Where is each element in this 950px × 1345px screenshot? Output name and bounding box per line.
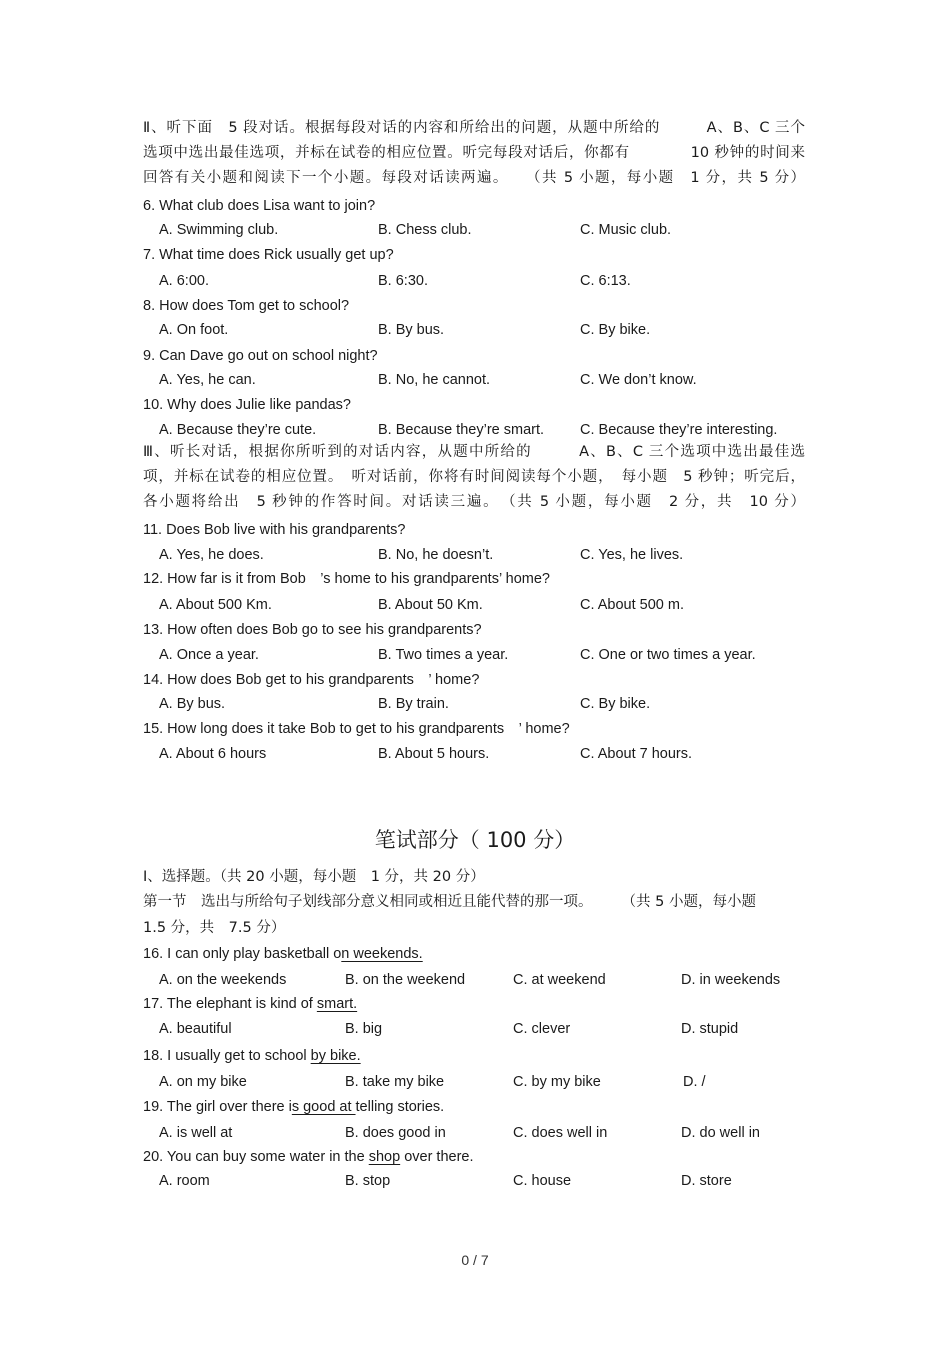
option-c: C. About 7 hours. [580,746,693,762]
option-c: C. Music club. [580,222,672,238]
page-number: 0 / 7 [461,1252,489,1268]
part-1-instructions [143,889,805,941]
underlined-phrase: n weekends. [341,946,423,962]
option-b: B. 6:30. [378,273,428,289]
option-b: B. No, he cannot. [378,372,491,388]
option-b: B. By train. [378,696,449,712]
option-c: C. By bike. [580,322,651,338]
question [143,944,423,964]
question-text: 19. The girl over there i [143,1099,292,1115]
instruction-line: 1.5 分，共 7.5 分） [143,920,286,936]
question-text: 20. You can buy some water in the [143,1149,369,1165]
option-c: C. Because they’re interesting. [580,422,778,438]
instruction-line: Ⅲ、听长对话，根据你所听到的对话内容，从题中所给的 A、B、C 三个选项中选出最佳选 [143,444,805,460]
option-a: A. Yes, he does. [159,547,264,563]
option-a: A. Because they’re cute. [159,422,317,438]
option-a: A. Once a year. [159,647,259,663]
underlined-phrase: s good at [291,1099,356,1115]
question-text: over there. [400,1149,474,1165]
instruction-line: Ⅱ、听下面 5 段对话。根据每段对话的内容和所给出的问题，从题中所给的 A、B、C 三个 [143,120,805,136]
option-c: C. does well in [513,1125,608,1141]
section-3-instructions [143,440,805,515]
option-d: D. store [681,1173,732,1189]
question: 8. How does Tom get to school? [143,298,350,314]
option-c: C. clever [513,1021,571,1037]
option-c: C. By bike. [580,696,651,712]
question-text: 18. I usually get to school [143,1048,311,1064]
option-c: C. by my bike [513,1074,601,1090]
option-a: A. Yes, he can. [159,372,256,388]
question [143,1097,444,1117]
question: 6. What club does Lisa want to join? [143,198,376,214]
option-b: B. does good in [345,1125,446,1141]
question: 10. Why does Julie like pandas? [143,397,351,413]
option-b: B. By bus. [378,322,445,338]
option-a: A. is well at [159,1125,233,1141]
question: 9. Can Dave go out on school night? [143,348,378,364]
option-a: A. room [159,1173,210,1189]
option-c: C. About 500 m. [580,597,684,613]
option-a: A. on the weekends [159,972,287,988]
option-b: B. Chess club. [378,222,472,238]
option-a: A. Swimming club. [159,222,279,238]
option-c: C. house [513,1173,572,1189]
underlined-phrase: shop [368,1149,401,1165]
underlined-phrase: by bike. [310,1048,361,1064]
question: 11. Does Bob live with his grandparents? [143,522,406,538]
option-b: B. take my bike [345,1074,445,1090]
option-b: B. Because they’re smart. [378,422,545,438]
question-text: 17. The elephant is kind of [143,996,317,1012]
section-1-heading: Ⅰ、选择题。（共 20 小题，每小题 1 分，共 20 分） [143,869,485,885]
option-b: B. About 5 hours. [378,746,490,762]
question [143,994,357,1014]
option-d: D. stupid [681,1021,739,1037]
instruction-line: 选项中选出最佳选项，并标在试卷的相应位置。听完每段对话后，你都有 10 秒钟的时间来 [143,145,805,161]
option-b: B. Two times a year. [378,647,509,663]
written-section-title: 笔试部分（ 100 分） [374,828,576,852]
underlined-phrase: smart. [316,996,358,1012]
option-c: C. One or two times a year. [580,647,756,663]
question-text: 16. I can only play basketball o [143,946,342,962]
option-a: A. on my bike [159,1074,247,1090]
option-c: C. 6:13. [580,273,631,289]
question: 14. How does Bob get to his grandparents ’ home? [143,672,480,688]
instruction-line: 回答有关小题和阅读下一个小题。每段对话读两遍。 （共 5 小题，每小题 1 分，共 5 分） [143,170,805,186]
option-b: B. stop [345,1173,391,1189]
question: 7. What time does Rick usually get up? [143,247,394,263]
instruction-line: 第一节 选出与所给句子划线部分意义相同或相近且能代替的那一项。 （共 5 小题，每小题 [143,894,756,910]
option-a: A. About 6 hours [159,746,267,762]
option-a: A. About 500 Km. [159,597,272,613]
option-c: C. We don’t know. [580,372,697,388]
instruction-line: 项，并标在试卷的相应位置。 听对话前，你将有时间阅读每个小题， 每小题 5 秒钟；听完后， [143,469,805,485]
option-a: A. By bus. [159,696,226,712]
question-text: telling stories. [355,1099,445,1115]
option-c: C. at weekend [513,972,606,988]
option-d: D. in weekends [681,972,781,988]
option-b: B. on the weekend [345,972,466,988]
option-d: D. do well in [681,1125,760,1141]
instruction-line: 各小题将给出 5 秒钟的作答时间。对话读三遍。 （共 5 小题，每小题 2 分，共 10 分） [143,494,805,510]
option-a: A. beautiful [159,1021,232,1037]
section-2-instructions [143,116,805,191]
question: 13. How often does Bob go to see his grandparents? [143,622,482,638]
option-c: C. Yes, he lives. [580,547,684,563]
option-a: A. On foot. [159,322,229,338]
question [143,1046,361,1066]
option-d: D. / [683,1074,706,1090]
question: 12. How far is it from Bob ’s home to his grandparents’ home? [143,571,550,587]
option-b: B. About 50 Km. [378,597,483,613]
option-a: A. 6:00. [159,273,209,289]
question: 15. How long does it take Bob to get to his grandparents ’ home? [143,721,570,737]
question [143,1147,474,1167]
option-b: B. big [345,1021,383,1037]
option-b: B. No, he doesn’t. [378,547,494,563]
